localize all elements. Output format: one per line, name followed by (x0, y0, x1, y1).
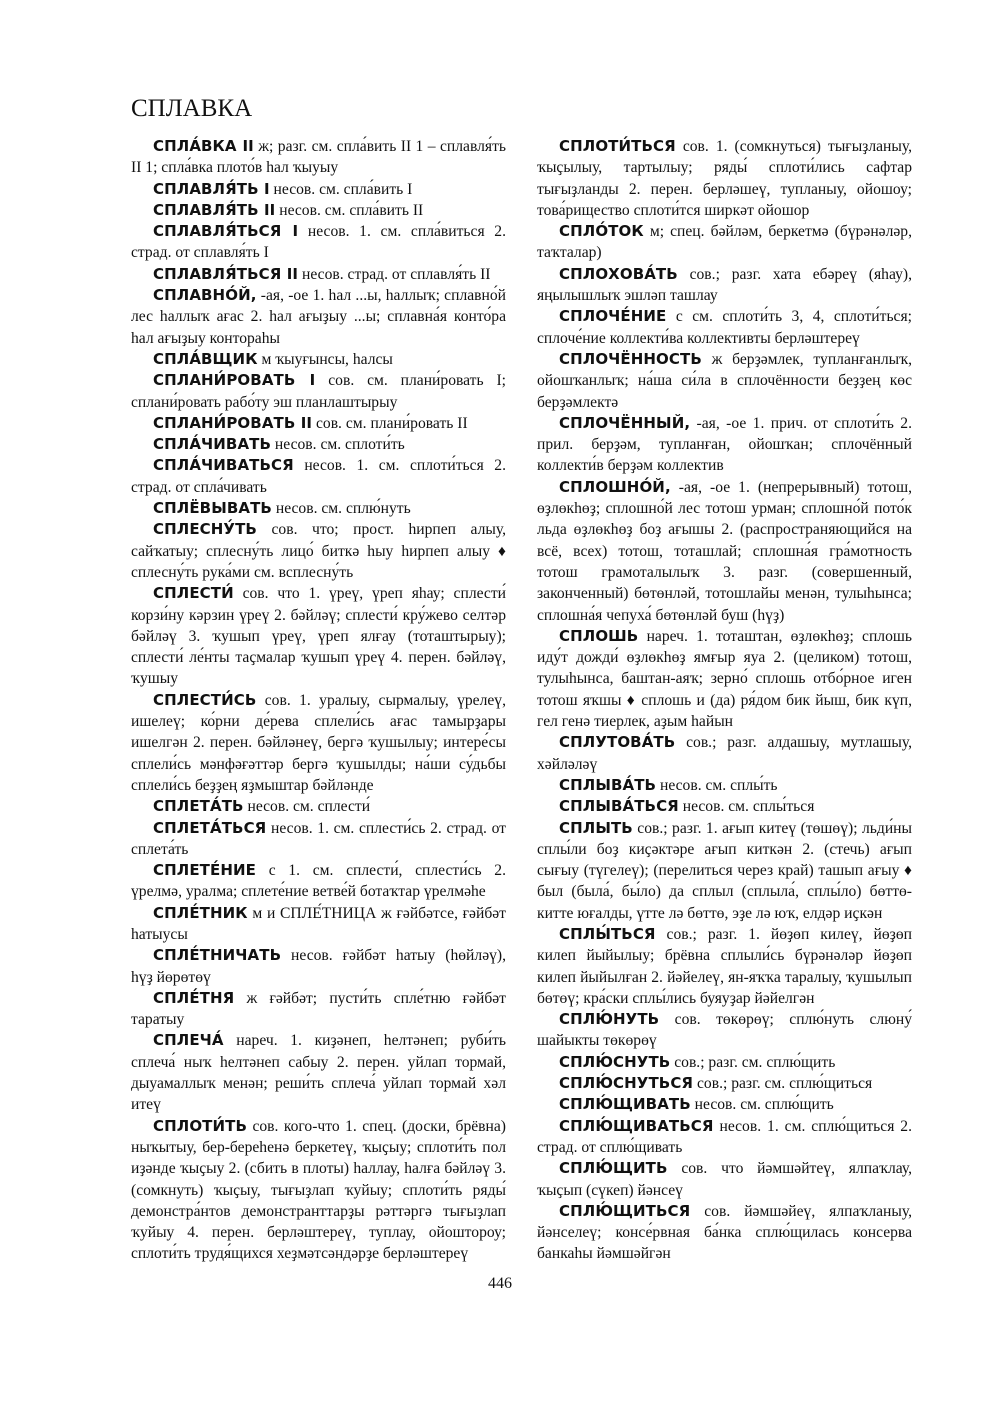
entry-definition: сов.; разг. см. сплю́щиться (693, 1075, 873, 1093)
dictionary-entry (131, 413, 506, 434)
entry-headword: СПЛАНИ́РОВАТЬ II (153, 413, 313, 432)
entry-definition: несов. страд. от сплавля́ть II (298, 265, 491, 283)
entry-definition: сов. что 1. үреү, үреп яһау; сплести́ корзи́ну кәрзин үреү 2. бәйләү; сплести́ кру́жево селтәр бәйләү 3. ҡушып үреү, үреп ялғау (тоташтырыу); сплести́ ле́нты таҫмалар ҡушып үреү 4. перен. бәйләү, ҡушыу (131, 585, 506, 688)
entry-headword: СПЛО́ТОК (559, 222, 644, 241)
dictionary-entry (131, 860, 506, 903)
entry-headword: СПЛЕСТИ́СЬ (153, 690, 257, 709)
running-head: СПЛАВКА (131, 95, 253, 122)
dictionary-entry (537, 732, 912, 775)
entry-definition: ж ғәйбәт; пусти́ть спле́тню ғәйбәт таратыу (131, 989, 506, 1029)
dictionary-entry (537, 306, 912, 349)
entry-definition: несов. см. спла́вить II (275, 201, 424, 219)
dictionary-entry (537, 477, 912, 626)
entry-headword: СПЛЕТА́ТЬСЯ (153, 818, 267, 837)
entry-headword: СПЛОТИ́ТЬСЯ (559, 137, 676, 155)
entry-definition: несов. см. сплоти́ть (271, 436, 405, 454)
entry-definition: сов. төкөрөү; сплю́нуть слюну́ шайыкты төкөрөү (537, 1011, 912, 1050)
dictionary-entry (131, 264, 506, 285)
entry-definition: несов. 1. см. сплю́щиться 2. страд. от сплю́щивать (537, 1117, 912, 1156)
dictionary-entry (537, 1201, 912, 1265)
dictionary-entry (537, 413, 912, 477)
entry-definition: сов. кого-что 1. спец. (доски, брёвна) ныҡытыу, бер-береһенә беркетеү, ҡыҫыу; сплоти́ть пол иҙәнде ҡыҫыу 2. (сбить в плоты) һаллау, һалға бәйләү 3. (сомкнуть) ҡыҫыу, тығыҙлап ҡуйыу; сплоти́ть ряды́ демонстра́нтов демонстранттарҙы рәттәргә тығыҙлап ҡуйыу 4. перен. берләштереү, туплау, ойоштороу; сплоти́ть трудя́щихся хеҙмәтсәндәрҙе берләштереү (131, 1117, 506, 1263)
entry-definition: сов.; разг. см. сплю́щить (670, 1053, 836, 1071)
entry-definition: нареч. 1. тоташтан, өҙлөкһөҙ; сплошь иду́т дожди́ өҙлөкһөҙ ямғыр яуа 2. (целиком) тотош, тулыһынса, баштан-аяҡ; зерно́ сплошь отбо́рное иген тотош яҡшы ♦ сплошь и (да) ря́дом бик йыш, бик күп, гел генә тиерлек, аҙым һайын (537, 627, 912, 731)
entry-headword: СПЛЮ́СНУТЬ (559, 1052, 671, 1071)
dictionary-entry (131, 179, 506, 200)
entry-headword: СПЛЮ́ЩИТЬ (559, 1159, 668, 1178)
entry-definition: м; спец. бәйләм, беркетмә (бүрәнәләр, таҡталар) (537, 223, 912, 262)
entry-definition: -ая, -ое 1. (непрерывный) тотош, өҙлөкһөҙ; сплошно́й лес тотош урман; сплошно́й пото́к льда өҙлөкһөҙ боҙ ағышы 2. (распространяющийся на всё, всех) тотош, тоташлай; сплошна́я гра́мотность тотош грамоталылыҡ 3. разг. (совершенный, законченный) бөтөнләй, тотошлайы менән, тулыһынса; сплошна́я чепуха́ бөтөнләй буш (һүҙ) (537, 478, 912, 624)
entry-definition: сов. см. плани́ровать II (312, 414, 468, 432)
dictionary-entry (131, 945, 506, 988)
entry-headword: СПЛЕСТИ́ (153, 584, 234, 603)
dictionary-entry (537, 775, 912, 796)
entry-definition: м и СПЛЕ́ТНИЦА ж ғәйбәтсе, ғәйбәт һатыусы (131, 904, 506, 943)
entry-definition: нареч. 1. киҙәнеп, һелтәнеп; руби́ть сплеча́ ныҡ һелтәнеп сабыу 2. перен. уйлап тормай, дыуамаллыҡ менән; реши́ть сплеча́ уйлап тормай хәл итеү (131, 1032, 506, 1114)
entry-headword: СПЛАВЛЯ́ТЬСЯ I (153, 222, 299, 241)
dictionary-entry (131, 690, 506, 796)
page-number: 446 (488, 1275, 512, 1292)
right-column (537, 136, 912, 1265)
dictionary-entry (537, 1094, 912, 1115)
entry-headword: СПЛАНИ́РОВАТЬ I (153, 371, 316, 390)
entry-headword: СПЛЮ́СНУТЬСЯ (559, 1074, 694, 1093)
entry-headword: СПЛОЧЁННОСТЬ (559, 349, 702, 368)
entry-headword: СПЛОШЬ (559, 626, 639, 645)
entry-definition: м ҡыуғынсы, һалсы (257, 350, 393, 368)
dictionary-entry (537, 1052, 912, 1073)
entry-definition: несов. ғәйбәт һатыу (һөйләү), һүҙ йөрөтөү (131, 947, 506, 986)
entry-definition: -ая, -ое 1. прич. от сплоти́ть 2. прил. берҙәм, тупланған, ойошҡан; сплочённый коллекти́в берҙәм коллектив (537, 414, 912, 475)
entry-headword: СПЛОЧЕ́НИЕ (559, 307, 667, 326)
dictionary-entry (131, 796, 506, 817)
entry-definition: ж; разг. см. спла́вить II 1 – сплавля́ть II 1; спла́вка плото́в һал ҡыуыу (131, 138, 506, 177)
entry-headword: СПЛЫВА́ТЬ (559, 775, 657, 794)
dictionary-entry (131, 370, 506, 413)
entry-headword: СПЛОЧЁННЫЙ, (559, 413, 691, 432)
entry-headword: СПЛЕ́ТНИЧАТЬ (153, 946, 282, 965)
dictionary-entry (131, 455, 506, 498)
entry-definition: -ая, -ое 1. һал ...ы, һаллыҡ; сплавно́й лес һаллыҡ ағас 2. һал ағыҙыу ...ы; сплавна́я конто́ра һал ағыҙыу контораһы (131, 287, 506, 347)
entry-definition: сов. что; прост. һирпеп алыу, сайҡатыу; сплесну́ть лицо́ биткә һыу һирпеп алыу ♦ сплесну́ть рука́ми см. всплесну́ть (131, 521, 506, 581)
entry-headword: СПЛА́ВКА II (153, 137, 254, 155)
entry-headword: СПЛАВЛЯ́ТЬ II (153, 200, 276, 219)
dictionary-entry (131, 818, 506, 861)
dictionary-entry (537, 796, 912, 817)
dictionary-entry (131, 1116, 506, 1265)
entry-headword: СПЛА́ВЩИК (153, 349, 258, 368)
dictionary-entry (537, 1073, 912, 1094)
entry-definition: несов. 1. см. спла́виться 2. страд. от сплавля́ть I (131, 223, 506, 262)
entry-headword: СПЛЮ́НУТЬ (559, 1010, 660, 1029)
dictionary-entry (131, 519, 506, 583)
entry-headword: СПЛАВЛЯ́ТЬ I (153, 179, 270, 198)
dictionary-entry (537, 264, 912, 307)
entry-definition: сов. см. плани́ровать I; сплани́ровать рабо́ту эш планлаштырыу (131, 372, 506, 411)
entry-definition: сов. йәмшәйеү, ялпаҡланыу, йәнселеү; консе́рвная ба́нка сплю́щилась консерва банкаһы йәмшәйгән (537, 1202, 912, 1263)
entry-headword: СПЛЕ́ТНИК (153, 903, 248, 922)
entry-definition: сов.; разг. 1. йөҙөп килеү, йөҙөп килеп йыйылыу; брёвна сплыли́сь бүрәнәләр йөҙөп килеп йыйылған 2. йәйелеү, ян-яҡҡа таралыу, ҡушылып бөтөү; кра́ски сплы́лись буяуҙар йәйелгән (537, 925, 912, 1007)
entry-headword: СПЛЕ́ТНЯ (153, 988, 235, 1007)
entry-definition: несов. 1. см. сплести́сь 2. страд. от сплета́ть (131, 819, 506, 858)
dictionary-entry (131, 498, 506, 519)
entry-headword: СПЛАВНО́Й, (153, 286, 257, 305)
entry-definition: сов. что йәмшәйтеү, ялпаҡлау, ҡыҫып (сүкеп) йәнсеү (537, 1160, 912, 1199)
entry-headword: СПЛОШНО́Й, (559, 477, 671, 496)
entry-headword: СПЛУТОВА́ТЬ (559, 733, 676, 752)
entry-headword: СПЛОХОВА́ТЬ (559, 264, 678, 283)
entry-headword: СПЛОТИ́ТЬ (153, 1116, 248, 1135)
dictionary-entry (537, 349, 912, 413)
dictionary-entry (131, 349, 506, 370)
entry-headword: СПЛА́ЧИВАТЬСЯ (153, 456, 294, 475)
entry-headword: СПЛЕТЕ́НИЕ (153, 861, 256, 880)
dictionary-entry (537, 1158, 912, 1201)
entry-definition: с 1. см. сплести́, сплести́сь 2. үрелмә, уралма; сплете́ние ветве́й ботаҡтар үрелмәһе (131, 862, 506, 901)
entry-definition: с см. сплоти́ть 3, 4, сплоти́ться; сплоче́ние коллекти́ва коллективты берләштереү (537, 308, 912, 347)
entry-headword: СПЛЕЧА́ (153, 1031, 224, 1050)
dictionary-entry (537, 1009, 912, 1052)
dictionary-entry (131, 434, 506, 455)
entry-definition: сов. 1. уралыу, сырмалыу, үрелеү, ишелеү; ко́рни де́рева сплели́сь ағас тамырҙары ишелгән 2. перен. бәйләнеү, бергә ҡушылыу; интере́сы сплели́сь мәнфәғәттәр бергә ҡушылды; на́ши су́дьбы сплели́сь беҙҙең яҙмыштар бәйләнде (131, 691, 506, 794)
entry-headword: СПЛЕСНУ́ТЬ (153, 520, 257, 539)
dictionary-entry (131, 903, 506, 946)
entry-definition: несов. см. сплы́ться (678, 798, 815, 816)
dictionary-entry (131, 988, 506, 1031)
left-column (131, 136, 506, 1265)
dictionary-entry (537, 924, 912, 1009)
dictionary-entry (131, 285, 506, 349)
entry-definition: несов. см. спла́вить I (269, 180, 413, 198)
entry-definition: несов. 1. см. сплоти́ться 2. страд. от спла́чивать (131, 457, 506, 496)
entry-definition: сов.; разг. алдашыу, мутлашыу, хәйләләү (537, 734, 912, 773)
entry-definition: несов. см. сплю́нуть (271, 500, 411, 518)
entry-headword: СПЛЮ́ЩИТЬСЯ (559, 1201, 691, 1220)
dictionary-entry (131, 221, 506, 264)
dictionary-entry (131, 136, 506, 179)
entry-headword: СПЛЕТА́ТЬ (153, 797, 244, 816)
dictionary-entry (131, 583, 506, 689)
entry-definition: несов. см. сплы́ть (656, 776, 778, 794)
entry-definition: сов.; разг. 1. ағып китеү (төшөү); льди́ны сплы́ли боҙ киҫәктәре ағып киткән 2. (стечь) ағып сығыу (түгелеү); (перелиться через край) ташып ағыу ♦ был (была́, бы́ло) да сплыл (сплыла́, сплы́ло) бөттө-китте юғалды, үтте лә бөттө, эҙе лә юҡ, елдәр иҫкән (537, 819, 912, 922)
entry-definition: сов.; разг. хата ебәреү (яһау), яңылышлыҡ эшләп ташлау (537, 265, 912, 305)
entry-headword: СПЛЁВЫВАТЬ (153, 499, 272, 518)
entry-headword: СПЛЮ́ЩИВАТЬ (559, 1095, 691, 1114)
entry-headword: СПЛАВЛЯ́ТЬСЯ II (153, 264, 299, 283)
dictionary-entry (537, 221, 912, 264)
entry-definition: сов. 1. (сомкнуться) тығыҙланыу, ҡыҫылыу, тартылыу; ряды́ сплоти́лись сафтар тығыҙланды 2. перен. берләшеү, тупланыу, ойошоу; това́рищество сплоти́тся ширкәт ойошор (537, 138, 912, 219)
dictionary-entry (537, 626, 912, 732)
entry-headword: СПЛЫВА́ТЬСЯ (559, 797, 679, 816)
dictionary-entry (131, 1030, 506, 1115)
entry-definition: несов. см. сплести́ (243, 798, 371, 816)
entry-definition: ж берҙәмлек, тупланғанлыҡ, ойошҡанлыҡ; на́ша си́ла в сплочённости беҙҙең көс берҙәмлектә (537, 350, 912, 411)
dictionary-entry (131, 200, 506, 221)
entry-definition: несов. см. сплю́щить (690, 1096, 834, 1114)
dictionary-entry (537, 136, 912, 221)
entry-headword: СПЛЫ́ТЬСЯ (559, 924, 656, 943)
dictionary-entry (537, 1116, 912, 1159)
entry-headword: СПЛА́ЧИВАТЬ (153, 435, 272, 454)
dictionary-entry (537, 818, 912, 924)
entry-headword: СПЛЮ́ЩИВАТЬСЯ (559, 1116, 714, 1135)
entry-headword: СПЛЫТЬ (559, 818, 633, 837)
